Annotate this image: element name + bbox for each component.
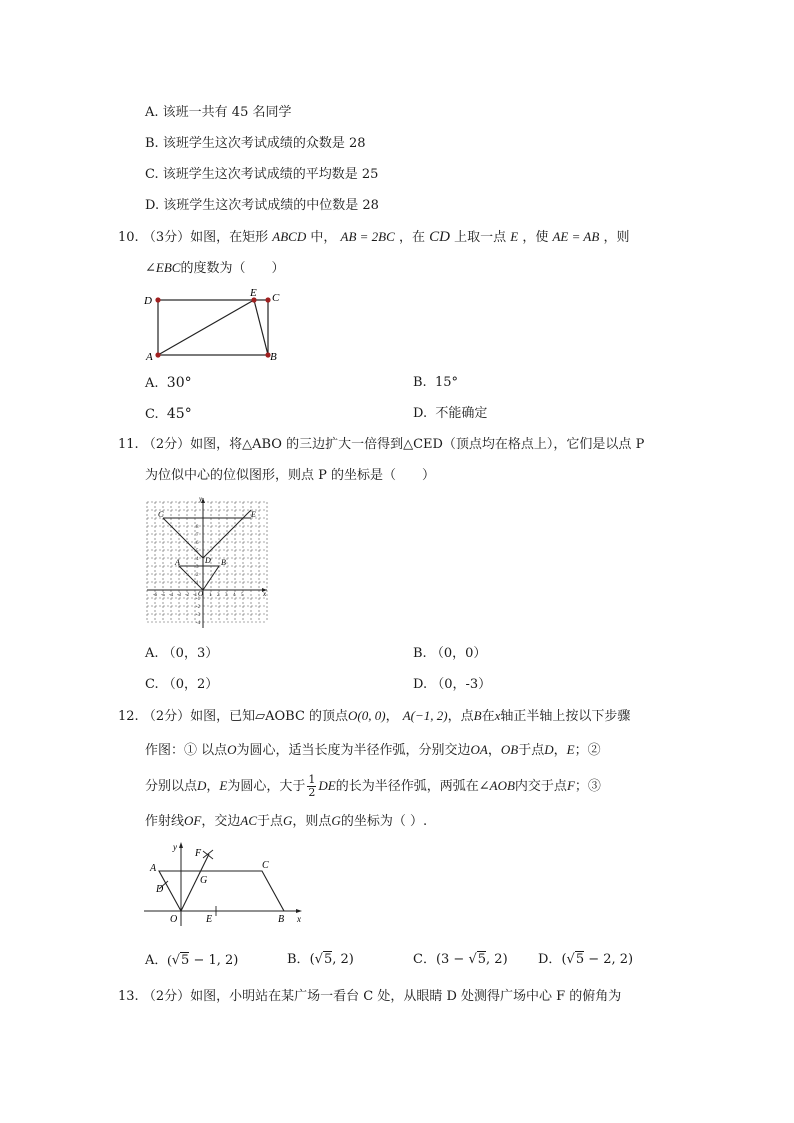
q12-option-a: A．(√5 − 1, 2): [145, 952, 239, 968]
q9-option-c: C. 该班学生这次考试成绩的平均数是 25: [145, 167, 379, 182]
y-tick-label: 7: [196, 533, 199, 538]
label-e: E: [251, 510, 256, 519]
point-d: [155, 297, 160, 302]
q12-stem-line3: 分别以点D，E为圆心，大于 $\frac{1}{2}$ DE的长为半径作弧，两弧在∠AOB内交于点F；③: [145, 773, 601, 799]
label-f: F: [195, 848, 202, 859]
q11-stem-line2: 为位似中心的位似图形，则点 P 的坐标是（ ）: [145, 468, 436, 483]
q10-option-b: B. 15°: [413, 375, 458, 390]
x-tick-label: 2: [217, 593, 220, 598]
label-e: E: [206, 914, 213, 925]
point-c: [265, 297, 270, 302]
label-e: E: [250, 287, 257, 299]
x-tick-label: -4: [169, 593, 174, 598]
x-tick-label: -2: [185, 593, 190, 598]
q11-stem-line1: 11. （2分）如图，将△ABO 的三边扩大一倍得到△CED（顶点均在格点上），它们是以点 P: [118, 437, 645, 452]
q12-stem-line1: 12. （2分）如图，已知▱AOBC 的顶点O(0, 0)， A(−1, 2)，点B在x轴正半轴上按以下步骤: [118, 708, 631, 724]
q9-option-d: D. 该班学生这次考试成绩的中位数是 28: [145, 198, 379, 213]
triangle-abo: [179, 566, 219, 590]
q13-number: 13.: [118, 989, 139, 1004]
q12-number: 12.: [118, 709, 139, 724]
label-a: A: [150, 863, 157, 874]
q11-option-b: B. （0，0）: [413, 646, 487, 661]
q10-rectangle-figure: [140, 286, 290, 364]
y-tick-label: -3: [196, 613, 201, 618]
segment-ae: [158, 300, 254, 355]
q11-option-d: D. （0，-3）: [413, 677, 492, 692]
q13-score: （2分）: [142, 989, 191, 1004]
label-d: D: [205, 556, 211, 565]
q9-option-a: A. 该班一共有 45 名同学: [145, 105, 292, 120]
y-tick-label: -4: [196, 621, 201, 626]
x-tick-label: 3: [225, 593, 228, 598]
arc-mark-f: [203, 850, 213, 859]
y-tick-label: 1: [196, 581, 199, 586]
q11-option-c: C. （0，2）: [145, 677, 219, 692]
q10-stem-line2: ∠EBC的度数为（ ）: [145, 260, 285, 276]
q12-stem-line4: 作射线OF，交边AC于点G，则点G的坐标为（ ）.: [145, 813, 428, 829]
label-d: D: [156, 884, 164, 895]
q12-option-d: D．(√5 − 2, 2): [538, 952, 634, 967]
y-tick-label: 3: [196, 565, 199, 570]
label-b: B: [221, 558, 226, 567]
parallelogram-aobc: [159, 871, 284, 911]
q10-option-c: C. 45°: [145, 406, 192, 422]
x-axis-arrow: [296, 909, 302, 913]
q12-option-c: C．(3 − √5, 2): [413, 952, 508, 967]
q12-stem-line2: 作图：① 以点O为圆心，适当长度为半径作弧，分别交边OA，OB于点D，E；②: [145, 742, 601, 758]
label-x: x: [263, 590, 267, 598]
y-tick-labels: [196, 525, 204, 626]
label-y: y: [199, 495, 203, 503]
x-tick-label: -3: [177, 593, 182, 598]
label-x: x: [297, 914, 301, 924]
label-c: C: [158, 510, 164, 519]
q11-number: 11.: [118, 437, 139, 452]
label-c: C: [272, 292, 280, 304]
x-tick-label: 4: [233, 593, 236, 598]
fraction-one-half: $\frac{1}{2}$: [308, 773, 316, 799]
label-o: O: [170, 914, 178, 925]
q10-option-a: A. 30°: [145, 375, 192, 391]
q12-option-b: B．(√5, 2): [287, 952, 354, 967]
label-g: G: [200, 875, 208, 886]
y-axis-arrow: [179, 842, 183, 848]
label-y: y: [173, 842, 177, 852]
y-tick-label: -2: [196, 605, 201, 610]
q12-parallelogram-figure: [140, 838, 310, 928]
x-tick-label: -5: [161, 593, 166, 598]
q13-stem-line1: 13. （2分）如图，小明站在某广场一看台 C 处，从眼睛 D 处测得广场中心 F 的俯角为: [118, 989, 622, 1004]
point-a: [155, 352, 160, 357]
q11-option-a: A. （0，3）: [145, 646, 219, 661]
y-tick-label: 5: [196, 549, 199, 554]
y-tick-label: 6: [196, 541, 199, 546]
q10-option-d: D. 不能确定: [413, 406, 488, 421]
x-tick-label: 1: [209, 593, 212, 598]
y-tick-label: 8: [196, 525, 199, 530]
x-tick-label: -1: [193, 593, 198, 598]
y-tick-label: 2: [196, 573, 199, 578]
label-b: B: [278, 914, 285, 925]
label-b: B: [270, 351, 277, 363]
q9-option-b: B. 该班学生这次考试成绩的众数是 28: [145, 136, 366, 151]
q11-grid-figure: [143, 492, 273, 632]
x-tick-label: -6: [153, 593, 158, 598]
q11-score: （2分）: [142, 437, 191, 452]
segment-eb: [254, 300, 268, 355]
q12-score: （2分）: [142, 709, 191, 724]
y-tick-label: -1: [196, 597, 201, 602]
label-c: C: [262, 860, 269, 871]
label-a: A: [146, 351, 153, 363]
q10-number: 10.: [118, 230, 139, 245]
x-tick-label: 5: [241, 593, 244, 598]
label-d: D: [144, 295, 152, 307]
q10-stem-line1: 10. （3分）如图，在矩形 ABCD 中， AB = 2BC ，在 CD 上取一点 E ，使 AE = AB ，则: [118, 229, 630, 245]
label-a: A: [175, 558, 180, 567]
rectangle-abcd: [158, 300, 268, 355]
label-o: O: [198, 590, 204, 598]
q10-score: （3分）: [142, 230, 191, 245]
y-tick-label: 4: [196, 557, 199, 562]
